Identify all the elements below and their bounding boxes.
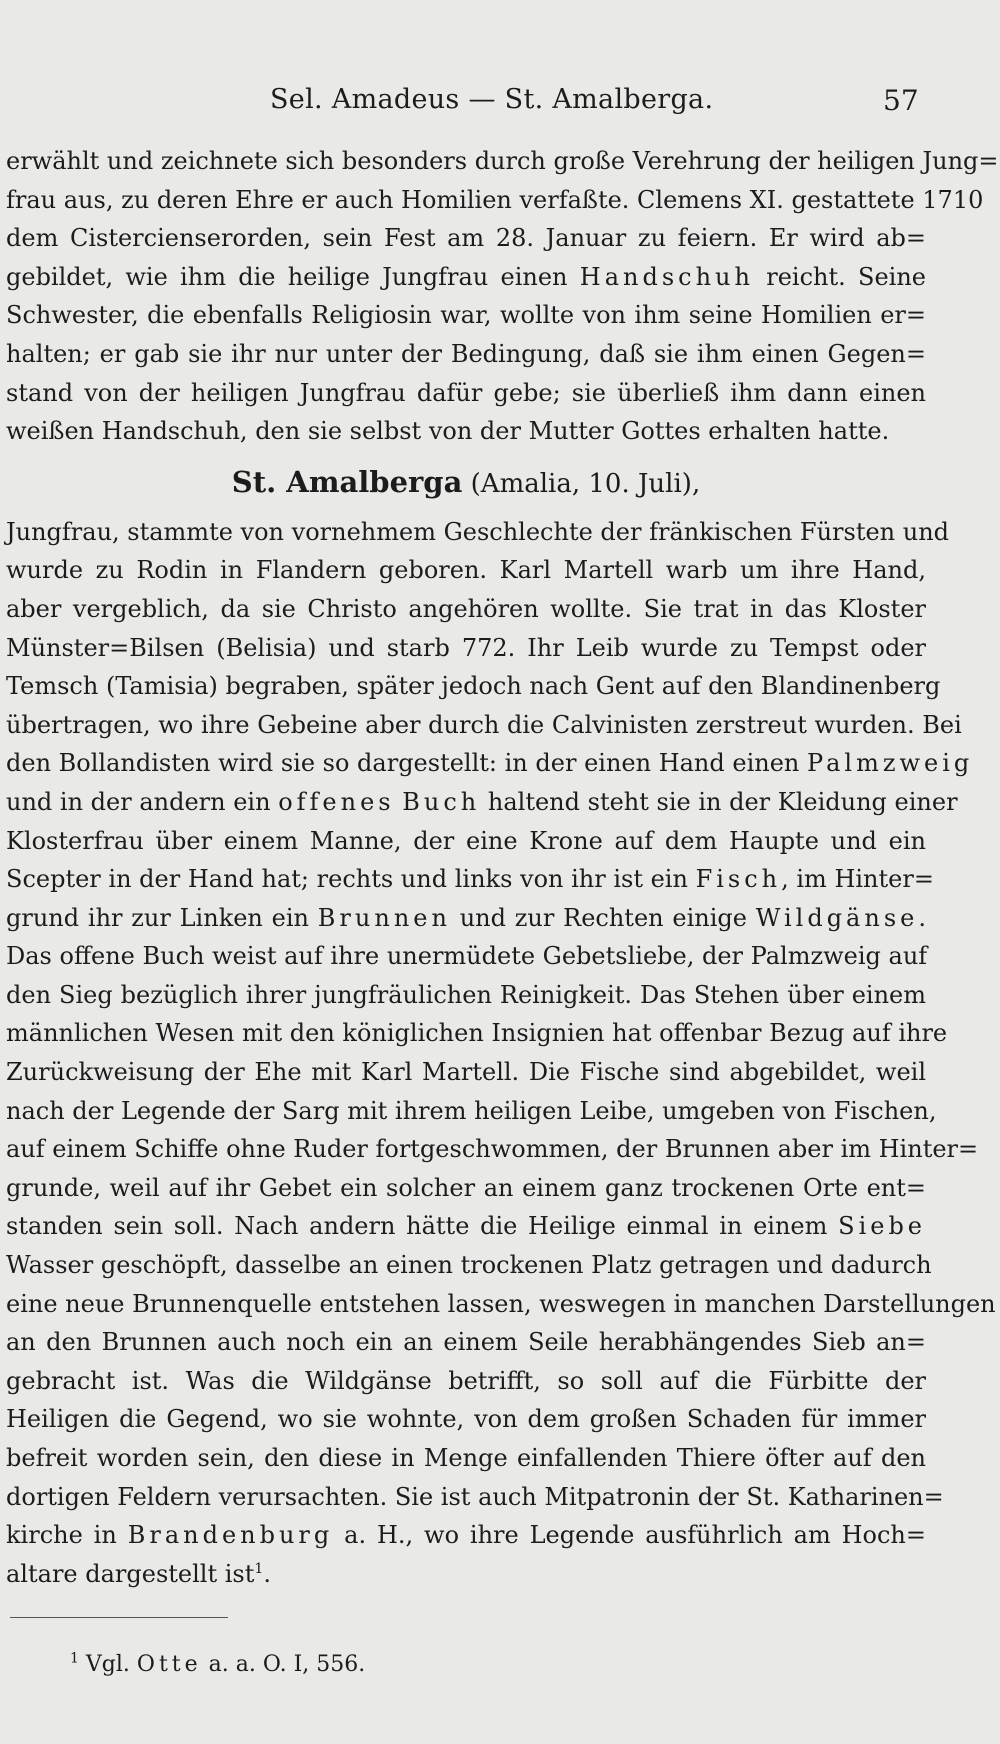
text-line: frau aus, zu deren Ehre er auch Homilien verfaßte. Clemens XI. gestattete 1710	[6, 185, 984, 214]
text-segment: grund ihr zur Linken ein	[6, 903, 310, 932]
text-line: den Sieg bezüglich ihrer jungfräulichen Reinigkeit. Das Stehen über einem	[6, 980, 926, 1009]
footnote-reference[interactable]: 1	[254, 1560, 264, 1577]
text-line: männlichen Wesen mit den königlichen Insignien hat offenbar Bezug auf ihre	[6, 1019, 948, 1048]
text-segment: den Bollandisten wird sie so dargestellt: in der einen Hand einen	[6, 749, 800, 778]
text-line: wurde zu Rodin in Flandern geboren. Karl Martell warb um ihre Hand,	[6, 556, 926, 585]
saint-name: St. Amalberga	[231, 464, 463, 499]
body-text	[6, 142, 999, 1593]
text-line: Wasser geschöpft, dasselbe an einen trockenen Platz getragen und dadurch	[6, 1251, 932, 1280]
text-line: dortigen Feldern verursachten. Sie ist auch Mitpatronin der St. Katharinen=	[6, 1482, 944, 1511]
text-line: gebracht ist. Was die Wildgänse betrifft, so soll auf die Fürbitte der	[6, 1366, 926, 1395]
text-line: halten; er gab sie ihr nur unter der Bedingung, daß sie ihm einen Gegen=	[6, 339, 926, 368]
text-segment: altare dargestellt ist	[6, 1559, 255, 1588]
text-line	[6, 1207, 926, 1246]
text-line: an den Brunnen auch noch ein an einem Seile herabhängendes Sieb an=	[6, 1328, 926, 1357]
text-line: Heiligen die Gegend, wo sie wohnte, von dem großen Schaden für immer	[6, 1405, 926, 1434]
emphasis-siebe: Siebe	[838, 1212, 927, 1241]
text-segment: haltend steht sie in der Kleidung einer	[487, 787, 958, 816]
emphasis-buch: Buch	[402, 787, 481, 816]
text-segment: gebildet, wie ihm die heilige Jungfrau einen	[6, 262, 568, 291]
emphasis-offenes: offenes	[278, 787, 395, 816]
text-line: übertragen, wo ihre Gebeine aber durch die Calvinisten zerstreut wurden. Bei	[6, 710, 962, 739]
footnote-author: Otte	[136, 1652, 202, 1677]
heading-details: (Amalia, 10. Juli),	[470, 468, 701, 499]
emphasis-fisch: Fisch	[695, 865, 782, 894]
text-line	[6, 258, 926, 297]
text-segment: und in der andern ein	[6, 787, 271, 816]
text-line: weißen Handschuh, den sie selbst von der Mutter Gottes erhalten hatte.	[6, 417, 890, 446]
text-line	[6, 1516, 926, 1555]
running-title: Sel. Amadeus — St. Amalberga.	[270, 84, 714, 115]
text-line: Jungfrau, stammte von vornehmem Geschlechte der fränkischen Fürsten und	[6, 517, 950, 546]
text-line: Münster=Bilsen (Belisia) und starb 772. Ihr Leib wurde zu Tempst oder	[6, 633, 926, 662]
text-segment: Scepter in der Hand hat; rechts und links von ihr ist ein	[6, 865, 688, 894]
text-line: Schwester, die ebenfalls Religiosin war, wollte von ihm seine Homilien er=	[6, 301, 926, 330]
text-segment: und zur Rechten einige	[459, 903, 747, 932]
text-line: auf einem Schiffe ohne Ruder fortgeschwommen, der Brunnen aber im Hinter=	[6, 1135, 979, 1164]
text-line: Zurückweisung der Ehe mit Karl Martell. Die Fische sind abgebildet, weil	[6, 1058, 926, 1087]
footnote-citation: a. a. O. I, 556.	[208, 1652, 366, 1677]
text-line	[6, 899, 926, 938]
text-line	[6, 1555, 926, 1594]
text-line	[6, 860, 934, 899]
emphasis-handschuh: Handschuh	[579, 262, 754, 291]
emphasis-brandenburg: Brandenburg	[127, 1521, 334, 1550]
footnote-marker: 1	[70, 1650, 79, 1667]
text-line: nach der Legende der Sarg mit ihrem heiligen Leibe, umgeben von Fischen,	[6, 1096, 937, 1125]
text-line: eine neue Brunnenquelle entstehen lassen, weswegen in manchen Darstellungen	[6, 1289, 996, 1318]
text-line	[6, 744, 974, 783]
page-number: 57	[883, 84, 919, 117]
text-line: stand von der heiligen Jungfrau dafür gebe; sie überließ ihm dann einen	[6, 378, 926, 407]
text-segment: .	[263, 1559, 271, 1588]
emphasis-brunnen: Brunnen	[317, 903, 451, 932]
emphasis-palmzweig: Palmzweig	[807, 749, 974, 778]
text-line: erwählt und zeichnete sich besonders durch große Verehrung der heiligen Jung=	[6, 147, 999, 175]
running-head	[0, 84, 1000, 120]
section-heading	[6, 451, 926, 513]
text-segment: , im Hinter=	[781, 865, 934, 894]
footnote-text: Vgl.	[85, 1652, 130, 1677]
footnote	[70, 1652, 365, 1677]
text-line: befreit worden sein, den diese in Menge einfallenden Thiere öfter auf den	[6, 1444, 926, 1472]
text-segment: standen sein soll. Nach andern hätte die Heilige einmal in einem	[6, 1212, 828, 1241]
text-segment: reicht. Seine	[766, 262, 926, 291]
emphasis-wildgaense: Wildgänse	[755, 903, 919, 932]
text-line: aber vergeblich, da sie Christo angehören wollte. Sie trat in das Kloster	[6, 594, 926, 623]
text-segment: a. H., wo ihre Legende ausführlich am Hoch=	[344, 1521, 926, 1550]
text-line	[6, 783, 958, 822]
text-line: Klosterfrau über einem Manne, der eine Krone auf dem Haupte und ein	[6, 826, 926, 855]
text-segment: kirche in	[6, 1521, 117, 1550]
text-line: Das offene Buch weist auf ihre unermüdete Gebetsliebe, der Palmzweig auf	[6, 942, 928, 971]
text-line: grunde, weil auf ihr Gebet ein solcher an einem ganz trockenen Orte ent=	[6, 1173, 926, 1202]
text-line: dem Cistercienserorden, sein Fest am 28. Januar zu feiern. Er wird ab=	[6, 224, 926, 253]
text-segment: .	[918, 903, 926, 932]
text-line: Temsch (Tamisia) begraben, später jedoch nach Gent auf den Blandinenberg	[6, 672, 941, 701]
footnote-divider	[10, 1617, 228, 1618]
